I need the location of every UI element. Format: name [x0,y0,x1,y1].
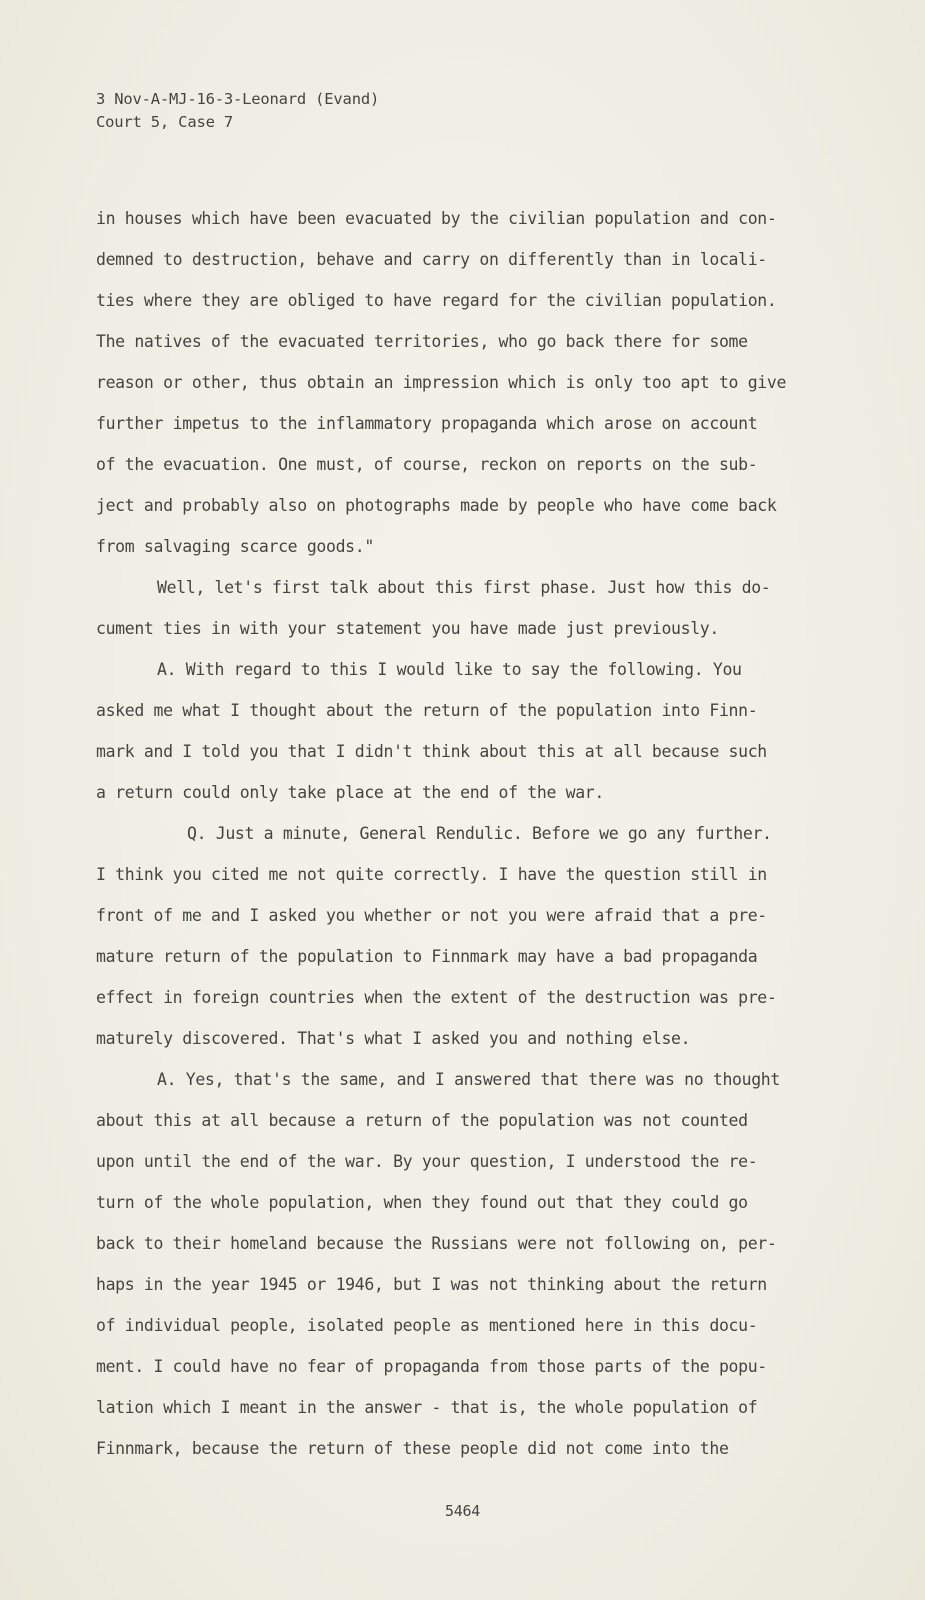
page-number: 5464 [445,1502,480,1520]
text-line: about this at all because a return of the population was not counted [96,1111,748,1130]
text-line: cument ties in with your statement you have made just previously. [96,619,719,638]
text-line: I think you cited me not quite correctly. I have the question still in [96,865,767,884]
text-line: a return could only take place at the end of the war. [96,783,604,802]
text-line: of the evacuation. One must, of course, reckon on reports on the sub- [96,455,758,474]
text-line: demned to destruction, behave and carry on differently than in locali- [96,250,767,269]
text-line: turn of the whole population, when they found out that they could go [96,1193,748,1212]
text-line: upon until the end of the war. By your question, I understood the re- [96,1152,758,1171]
text-line: The natives of the evacuated territories, who go back there for some [96,332,748,351]
text-line: A. With regard to this I would like to say the following. You [157,660,742,679]
document-header [96,88,379,134]
text-line: from salvaging scarce goods." [96,537,374,556]
text-line: A. Yes, that's the same, and I answered that there was no thought [157,1070,780,1089]
header-reference: 3 Nov-A-MJ-16-3-Leonard (Evand) [96,90,380,108]
text-line: ject and probably also on photographs made by people who have come back [96,496,777,515]
text-line: ment. I could have no fear of propaganda from those parts of the popu- [96,1357,767,1376]
text-line: reason or other, thus obtain an impression which is only too apt to give [96,373,787,392]
text-line: further impetus to the inflammatory propaganda which arose on account [96,414,758,433]
text-line: haps in the year 1945 or 1946, but I was not thinking about the return [96,1275,767,1294]
text-line: in houses which have been evacuated by the civilian population and con- [96,209,777,228]
text-line: front of me and I asked you whether or not you were afraid that a pre- [96,906,767,925]
text-line: maturely discovered. That's what I asked you and nothing else. [96,1029,691,1048]
text-line: Well, let's first talk about this first phase. Just how this do- [157,578,771,597]
text-line: lation which I meant in the answer - that is, the whole population of [96,1398,758,1417]
text-line: Finnmark, because the return of these people did not come into the [96,1439,729,1458]
header-court-case: Court 5, Case 7 [96,113,233,131]
text-line: of individual people, isolated people as mentioned here in this docu- [96,1316,758,1335]
text-line: back to their homeland because the Russians were not following on, per- [96,1234,777,1253]
text-line: effect in foreign countries when the extent of the destruction was pre- [96,988,777,1007]
text-line: mature return of the population to Finnmark may have a bad propaganda [96,947,758,966]
text-line: Q. Just a minute, General Rendulic. Before we go any further. [187,824,772,843]
text-line: mark and I told you that I didn't think about this at all because such [96,742,767,761]
text-line: ties where they are obliged to have regard for the civilian population. [96,291,777,310]
text-line: asked me what I thought about the return of the population into Finn- [96,701,758,720]
